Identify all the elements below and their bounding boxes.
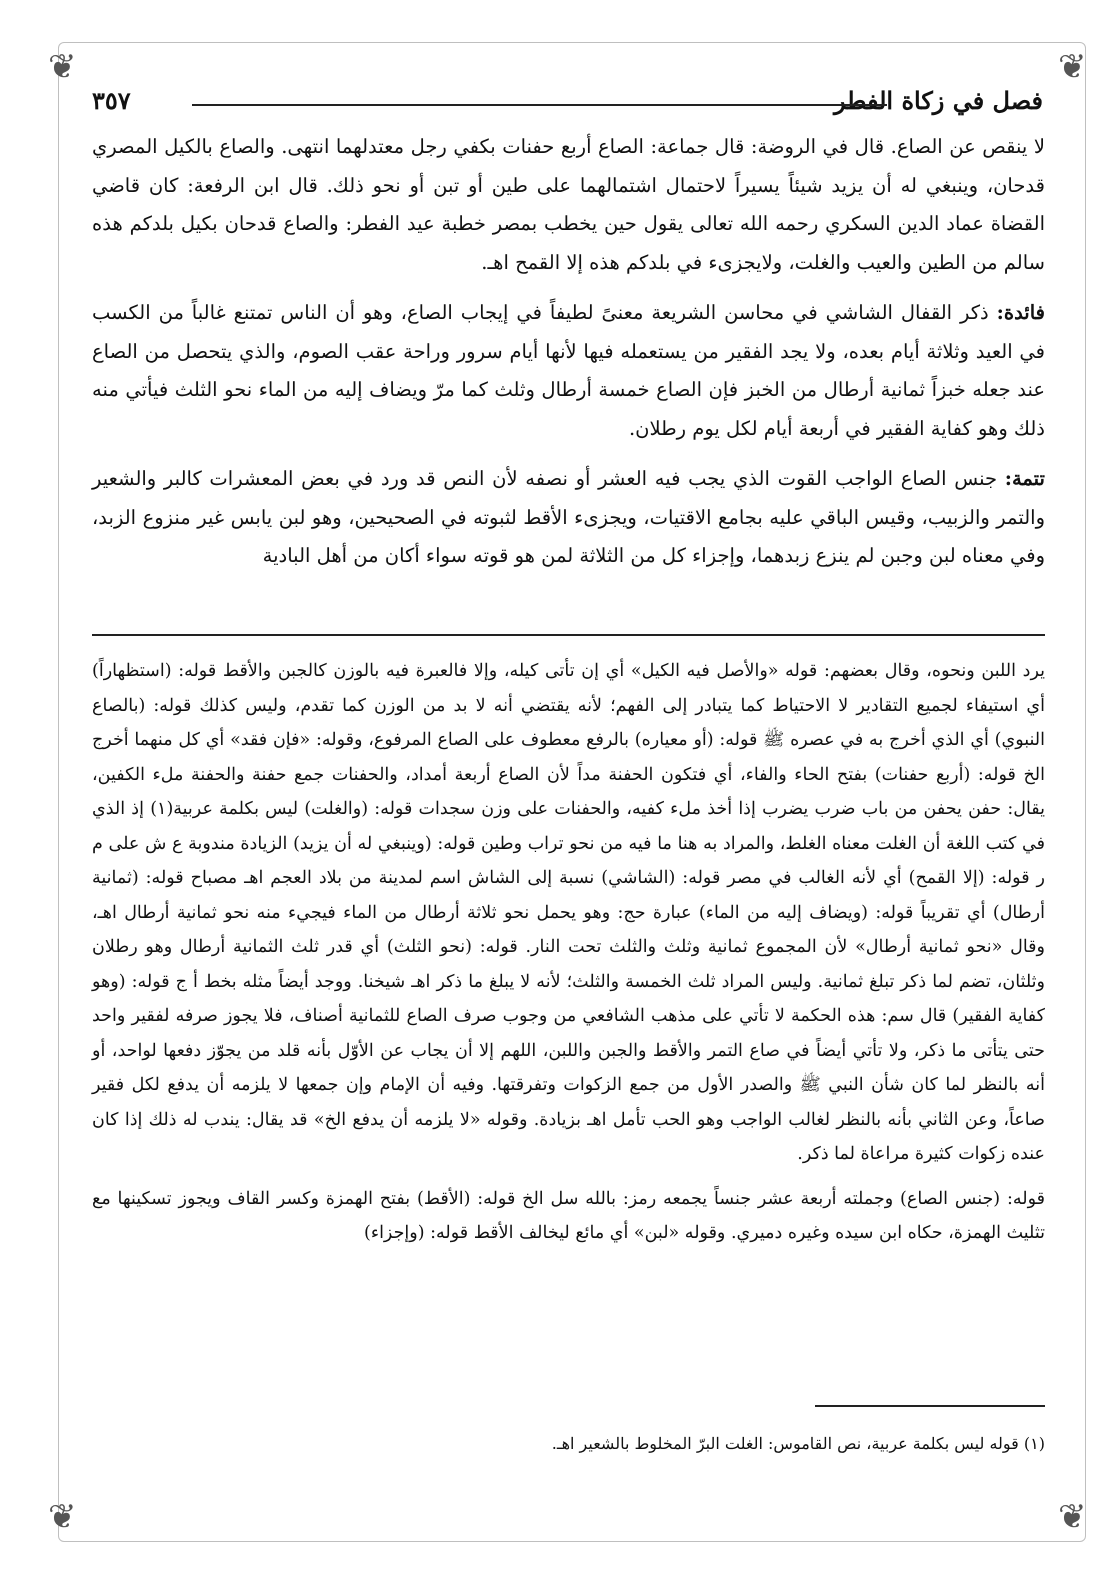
paragraph-lead: تتمة:: [1004, 467, 1045, 490]
corner-ornament-icon: ❦: [48, 1497, 77, 1537]
corner-ornament-icon: ❦: [48, 47, 77, 87]
main-paragraph: [92, 128, 1045, 282]
commentary-text: [92, 654, 1045, 1261]
header-rule: [192, 104, 887, 106]
main-paragraph: [92, 460, 1045, 576]
paragraph-text: ذكر القفال الشاشي في محاسن الشريعة معنىً لطيفاً في إيجاب الصاع، وهو أن الناس تمتنع غالباً من الكسب في العيد وثلاثة أيام بعده، ولا يجد الفقير من يستعمله فيها لأنها أيام سرور وراحة عقب الصوم، والذي يتحصل من الصاع عند جعله خبزاً ثمانية أرطال من الخبز فإن الصاع خمسة أرطال وثلث كما مرّ ويضاف إليه من الماء نحو الثلث فيأتي منه ذلك وهو كفاية الفقير في أربعة أيام لكل يوم رطلان.: [92, 301, 1045, 440]
commentary-paragraph: قوله: (جنس الصاع) وجملته أربعة عشر جنساً يجمعه رمز: بالله سل الخ قوله: (الأقط) بفتح الهمزة وكسر القاف ويجوز تسكينها مع تثليث الهمزة، حكاه ابن سيده وغيره دميري. وقوله «لبن» أي مائع ليخالف الأقط قوله: (وإجزاء): [92, 1188, 1045, 1243]
corner-ornament-icon: ❦: [1058, 47, 1087, 87]
footnote-divider: [815, 1405, 1045, 1407]
corner-ornament-icon: ❦: [1058, 1497, 1087, 1537]
paragraph-text: لا ينقص عن الصاع. قال في الروضة: قال جماعة: الصاع أربع حفنات بكفي رجل معتدلهما انتهى. والصاع بالكيل المصري قدحان، وينبغي له أن يزيد شيئاً يسيراً لاحتمال اشتمالهما على طين أو تبن أو نحو ذلك. قال ابن الرفعة: كان قاضي القضاة عماد الدين السكري رحمه الله تعالى يقول حين يخطب بمصر خطبة عيد الفطر: والصاع قدحان بكيل بلدكم هذه سالم من الطين والعيب والغلت، ولايجزىء في بلدكم هذه إلا القمح اهـ.: [92, 135, 1045, 274]
page-number: ٣٥٧: [92, 86, 131, 115]
chapter-title: فصل في زكاة الفطر: [834, 86, 1043, 115]
section-divider: [92, 634, 1045, 636]
commentary-paragraph: يرد اللبن ونحوه، وقال بعضهم: قوله «والأصل فيه الكيل» أي إن تأتى كيله، وإلا فالعبرة فيه بالوزن كالجبن والأقط قوله: (استظهاراً) أي استيفاء لجميع التقادير لا الاحتياط كما يتبادر إلى الفهم؛ لأنه يقتضي أنه لا بد من الوزن كما تقدم، وليس كذلك قوله: (بالصاع النبوي) أي الذي أخرج به في عصره ﷺ قوله: (أو معياره) بالرفع معطوف على الصاع المرفوع، وقوله: «فإن فقد» أي كل منهما أخرج الخ قوله: (أربع حفنات) بفتح الحاء والفاء، أي فتكون الحفنة مداً لأن الصاع أربعة أمداد، والحفنات جمع حفنة والحفنة ملء الكفين، يقال: حفن يحفن من باب ضرب يضرب إذا أخذ ملء كفيه، والحفنات على وزن سجدات قوله: (والغلت) ليس بكلمة عربية(١) إذ الذي في كتب اللغة أن الغلت معناه الغلط، والمراد به هنا ما فيه من نحو تراب وطين قوله: (وينبغي له أن يزيد) الزيادة مندوبة ع ش على م ر قوله: (إلا القمح) أي لأنه الغالب في مصر قوله: (الشاشي) نسبة إلى الشاش اسم لمدينة من بلاد العجم اهـ مصباح قوله: (ثمانية أرطال) أي تقريباً قوله: (ويضاف إليه من الماء) عبارة حج: وهو يحمل نحو ثلاثة أرطال من الماء فيجيء منه نحو ثمانية أرطال اهـ، وقال «نحو ثمانية أرطال» لأن المجموع ثمانية وثلث والثلث تحت النار. قوله: (نحو الثلث) أي قدر ثلث الثمانية أرطال وهو رطلان وثلثان، تضم لما ذكر تبلغ ثمانية. وليس المراد ثلث الخمسة والثلث؛ لأنه لا يبلغ ما ذكر اهـ شيخنا. ووجد أيضاً مثله بخط أ ج قوله: (وهو كفاية الفقير) قال سم: هذه الحكمة لا تأتي على مذهب الشافعي من وجوب صرف الصاع للثمانية أصناف، فلا يجوز صرفه لفقير واحد حتى يتأتى ما ذكر، ولا تأتي أيضاً في صاع التمر والأقط والجبن واللبن، اللهم إلا أن يجاب عن الأوّل بأنه قلد من يجوّز دفعها لواحد، أو أنه بالنظر لما كان شأن النبي ﷺ والصدر الأول من جمع الزكوات وتفرقتها. وفيه أن الإمام وإن جمعها لا يلزمه أن يدفع لكل فقير صاعاً، وعن الثاني بأنه بالنظر لغالب الواجب وهو الحب تأمل اهـ بزيادة. وقوله «لا يلزمه أن يدفع الخ» قد يقال: يندب له ذلك إذا كان عنده زكوات كثيرة مراعاة لما ذكر.: [92, 661, 1045, 1164]
running-header: [92, 86, 1043, 120]
main-text: [92, 128, 1045, 588]
paragraph-text: جنس الصاع الواجب القوت الذي يجب فيه العشر أو نصفه لأن النص قد ورد في بعض المعشرات كالبر والشعير والتمر والزبيب، وقيس الباقي عليه بجامع الاقتيات، ويجزىء الأقط لثبوته في الصحيحين، وهو لبن يابس غير منزوع الزبد، وفي معناه لبن وجبن لم ينزع زبدهما، وإجزاء كل من الثلاثة لمن هو قوته سواء أكان من أهل البادية: [92, 467, 1045, 567]
main-paragraph: [92, 294, 1045, 448]
paragraph-lead: فائدة:: [996, 301, 1045, 324]
footnote: (١) قوله ليس بكلمة عربية، نص القاموس: الغلت البرّ المخلوط بالشعير اهـ.: [551, 1434, 1045, 1453]
